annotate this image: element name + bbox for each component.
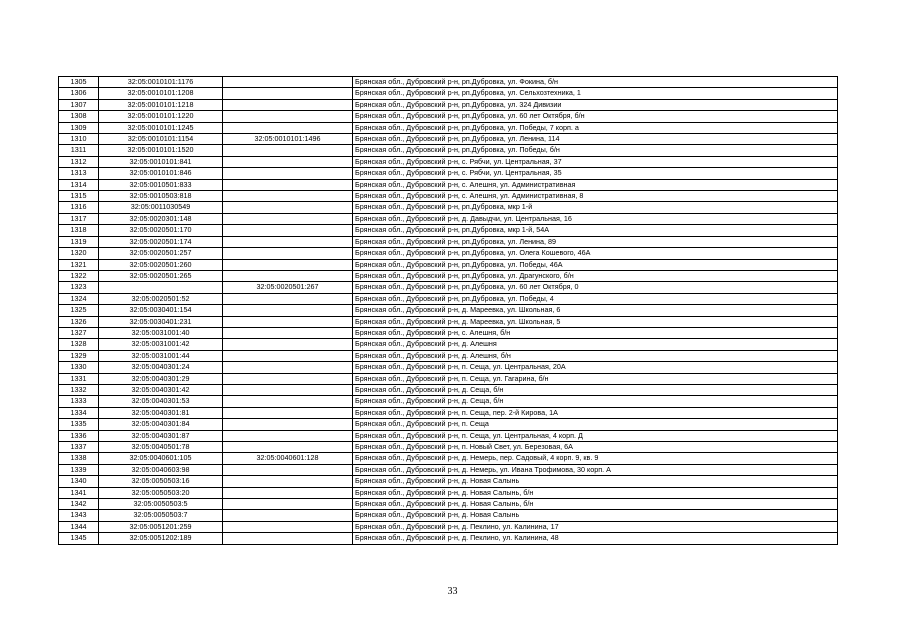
page-number: 33 [447, 586, 458, 597]
cadastral-number-2-cell [223, 305, 353, 316]
cadastral-number-cell: 32:05:0040501:78 [99, 442, 223, 453]
table-row [59, 270, 838, 281]
cadastral-number-cell: 32:05:0050503:16 [99, 476, 223, 487]
row-number-cell: 1314 [59, 179, 99, 190]
address-cell: Брянская обл., Дубровский р-н, с. Алешня, ул. Административная, 8 [353, 191, 838, 202]
row-number-cell: 1310 [59, 134, 99, 145]
cadastral-number-2-cell [223, 179, 353, 190]
table-row [59, 464, 838, 475]
cadastral-number-cell: 32:05:0040301:53 [99, 396, 223, 407]
address-cell: Брянская обл., Дубровский р-н, рп.Дубровка, ул. Победы, б/н [353, 145, 838, 156]
address-cell: Брянская обл., Дубровский р-н, п. Сеща, пер. 2-й Кирова, 1А [353, 407, 838, 418]
address-cell: Брянская обл., Дубровский р-н, д. Алешня, б/н [353, 350, 838, 361]
cadastral-number-cell: 32:05:0031001:44 [99, 350, 223, 361]
cadastral-number-2-cell [223, 202, 353, 213]
row-number-cell: 1329 [59, 350, 99, 361]
table-row [59, 202, 838, 213]
cadastral-number-2-cell [223, 111, 353, 122]
row-number-cell: 1323 [59, 282, 99, 293]
table-row [59, 88, 838, 99]
table-row [59, 77, 838, 88]
table-row [59, 396, 838, 407]
address-cell: Брянская обл., Дубровский р-н, рп.Дубровка, ул. Фокина, б/н [353, 77, 838, 88]
table-row [59, 179, 838, 190]
cadastral-number-cell: 32:05:0040301:84 [99, 419, 223, 430]
address-cell: Брянская обл., Дубровский р-н, рп.Дубровка, ул. 60 лет Октября, 0 [353, 282, 838, 293]
row-number-cell: 1318 [59, 225, 99, 236]
table-row [59, 430, 838, 441]
address-cell: Брянская обл., Дубровский р-н, д. Новая Салынь, б/н [353, 487, 838, 498]
row-number-cell: 1326 [59, 316, 99, 327]
address-cell: Брянская обл., Дубровский р-н, с. Алешня, ул. Административная [353, 179, 838, 190]
cadastral-number-cell: 32:05:0050503:7 [99, 510, 223, 521]
table-row [59, 156, 838, 167]
table-row [59, 282, 838, 293]
table-row [59, 373, 838, 384]
cadastral-number-cell: 32:05:0031001:42 [99, 339, 223, 350]
cadastral-number-cell: 32:05:0020501:265 [99, 270, 223, 281]
row-number-cell: 1334 [59, 407, 99, 418]
address-cell: Брянская обл., Дубровский р-н, рп.Дубровка, ул. Олега Кошевого, 46А [353, 248, 838, 259]
cadastral-number-cell: 32:05:0040301:24 [99, 362, 223, 373]
address-cell: Брянская обл., Дубровский р-н, д. Новая Салынь, б/н [353, 499, 838, 510]
row-number-cell: 1332 [59, 384, 99, 395]
row-number-cell: 1305 [59, 77, 99, 88]
cadastral-number-cell: 32:05:0030401:154 [99, 305, 223, 316]
property-table-body [59, 77, 838, 545]
cadastral-number-2-cell [223, 259, 353, 270]
address-cell: Брянская обл., Дубровский р-н, д. Сеща, б/н [353, 384, 838, 395]
address-cell: Брянская обл., Дубровский р-н, рп.Дубровка, ул. Ленина, 89 [353, 236, 838, 247]
table-row [59, 191, 838, 202]
table-row [59, 236, 838, 247]
address-cell: Брянская обл., Дубровский р-н, д. Мареевка, ул. Школьная, 5 [353, 316, 838, 327]
table-row [59, 419, 838, 430]
table-row [59, 293, 838, 304]
row-number-cell: 1313 [59, 168, 99, 179]
cadastral-number-cell [99, 282, 223, 293]
cadastral-number-cell: 32:05:0030401:231 [99, 316, 223, 327]
table-row [59, 248, 838, 259]
table-row [59, 225, 838, 236]
address-cell: Брянская обл., Дубровский р-н, с. Рябчи, ул. Центральная, 35 [353, 168, 838, 179]
table-row [59, 145, 838, 156]
cadastral-number-2-cell [223, 316, 353, 327]
address-cell: Брянская обл., Дубровский р-н, п. Сеща, ул. Гагарина, б/н [353, 373, 838, 384]
cadastral-number-cell: 32:05:0040603:98 [99, 464, 223, 475]
row-number-cell: 1321 [59, 259, 99, 270]
cadastral-number-2-cell [223, 270, 353, 281]
cadastral-number-2-cell [223, 407, 353, 418]
row-number-cell: 1325 [59, 305, 99, 316]
address-cell: Брянская обл., Дубровский р-н, д. Пеклино, ул. Калинина, 17 [353, 521, 838, 532]
cadastral-number-2-cell [223, 442, 353, 453]
address-cell: Брянская обл., Дубровский р-н, рп.Дубровка, ул. Победы, 46А [353, 259, 838, 270]
table-row [59, 499, 838, 510]
cadastral-number-cell: 32:05:0020501:52 [99, 293, 223, 304]
table-row [59, 533, 838, 544]
address-cell: Брянская обл., Дубровский р-н, д. Сеща, б/н [353, 396, 838, 407]
address-cell: Брянская обл., Дубровский р-н, д. Немерь, пер. Садовый, 4 корп. 9, кв. 9 [353, 453, 838, 464]
address-cell: Брянская обл., Дубровский р-н, рп.Дубровка, ул. Ленина, 114 [353, 134, 838, 145]
row-number-cell: 1338 [59, 453, 99, 464]
address-cell: Брянская обл., Дубровский р-н, рп.Дубровка, ул. 60 лет Октября, б/н [353, 111, 838, 122]
cadastral-number-2-cell [223, 145, 353, 156]
cadastral-number-2-cell [223, 350, 353, 361]
row-number-cell: 1330 [59, 362, 99, 373]
cadastral-number-2-cell [223, 487, 353, 498]
row-number-cell: 1345 [59, 533, 99, 544]
cadastral-number-cell: 32:05:0040301:29 [99, 373, 223, 384]
address-cell: Брянская обл., Дубровский р-н, рп.Дубровка, мкр 1-й [353, 202, 838, 213]
table-row [59, 510, 838, 521]
cadastral-number-cell: 32:05:0020501:174 [99, 236, 223, 247]
address-cell: Брянская обл., Дубровский р-н, д. Пеклино, ул. Калинина, 48 [353, 533, 838, 544]
address-cell: Брянская обл., Дубровский р-н, п. Новый Свет, ул. Березовая, 6А [353, 442, 838, 453]
cadastral-number-2-cell [223, 168, 353, 179]
address-cell: Брянская обл., Дубровский р-н, п. Сеща, ул. Центральная, 20А [353, 362, 838, 373]
row-number-cell: 1324 [59, 293, 99, 304]
address-cell: Брянская обл., Дубровский р-н, рп.Дубровка, ул. Драгунского, б/н [353, 270, 838, 281]
table-row [59, 350, 838, 361]
cadastral-number-2-cell: 32:05:0040601:128 [223, 453, 353, 464]
table-row [59, 259, 838, 270]
cadastral-number-cell: 32:05:0031001:40 [99, 327, 223, 338]
cadastral-number-2-cell [223, 339, 353, 350]
table-row [59, 99, 838, 110]
address-cell: Брянская обл., Дубровский р-н, д. Немерь, ул. Ивана Трофимова, 30 корп. А [353, 464, 838, 475]
cadastral-number-cell: 32:05:0040301:81 [99, 407, 223, 418]
row-number-cell: 1319 [59, 236, 99, 247]
cadastral-number-2-cell [223, 430, 353, 441]
table-row [59, 111, 838, 122]
row-number-cell: 1316 [59, 202, 99, 213]
cadastral-number-2-cell [223, 236, 353, 247]
row-number-cell: 1331 [59, 373, 99, 384]
row-number-cell: 1306 [59, 88, 99, 99]
address-cell: Брянская обл., Дубровский р-н, д. Новая Салынь [353, 510, 838, 521]
cadastral-number-cell: 32:05:0010101:841 [99, 156, 223, 167]
cadastral-number-2-cell [223, 77, 353, 88]
row-number-cell: 1336 [59, 430, 99, 441]
cadastral-number-2-cell [223, 533, 353, 544]
cadastral-number-2-cell [223, 99, 353, 110]
cadastral-number-cell: 32:05:0050503:20 [99, 487, 223, 498]
table-row [59, 168, 838, 179]
row-number-cell: 1337 [59, 442, 99, 453]
address-cell: Брянская обл., Дубровский р-н, д. Давыдчи, ул. Центральная, 16 [353, 213, 838, 224]
cadastral-number-2-cell [223, 464, 353, 475]
address-cell: Брянская обл., Дубровский р-н, рп.Дубровка, ул. Победы, 7 корп. а [353, 122, 838, 133]
cadastral-number-2-cell [223, 476, 353, 487]
cadastral-number-cell: 32:05:0040301:42 [99, 384, 223, 395]
cadastral-number-cell: 32:05:0020301:148 [99, 213, 223, 224]
cadastral-number-2-cell [223, 191, 353, 202]
table-row [59, 339, 838, 350]
table-row [59, 476, 838, 487]
row-number-cell: 1342 [59, 499, 99, 510]
cadastral-number-cell: 32:05:0020501:257 [99, 248, 223, 259]
row-number-cell: 1322 [59, 270, 99, 281]
address-cell: Брянская обл., Дубровский р-н, п. Сеща [353, 419, 838, 430]
cadastral-number-2-cell [223, 419, 353, 430]
cadastral-number-2-cell [223, 122, 353, 133]
row-number-cell: 1317 [59, 213, 99, 224]
table-row [59, 384, 838, 395]
table-row [59, 213, 838, 224]
table-row [59, 122, 838, 133]
cadastral-number-2-cell [223, 521, 353, 532]
table-row [59, 305, 838, 316]
cadastral-number-cell: 32:05:0011030549 [99, 202, 223, 213]
row-number-cell: 1327 [59, 327, 99, 338]
row-number-cell: 1307 [59, 99, 99, 110]
cadastral-number-2-cell [223, 225, 353, 236]
cadastral-number-2-cell [223, 384, 353, 395]
cadastral-number-2-cell: 32:05:0020501:267 [223, 282, 353, 293]
cadastral-number-2-cell: 32:05:0010101:1496 [223, 134, 353, 145]
row-number-cell: 1320 [59, 248, 99, 259]
row-number-cell: 1333 [59, 396, 99, 407]
cadastral-number-cell: 32:05:0010101:1245 [99, 122, 223, 133]
cadastral-number-cell: 32:05:0010503:818 [99, 191, 223, 202]
cadastral-number-2-cell [223, 499, 353, 510]
row-number-cell: 1341 [59, 487, 99, 498]
cadastral-number-cell: 32:05:0020501:170 [99, 225, 223, 236]
cadastral-number-2-cell [223, 293, 353, 304]
cadastral-number-cell: 32:05:0010101:1220 [99, 111, 223, 122]
address-cell: Брянская обл., Дубровский р-н, с. Алешня, б/н [353, 327, 838, 338]
cadastral-number-cell: 32:05:0010501:833 [99, 179, 223, 190]
cadastral-number-cell: 32:05:0050503:5 [99, 499, 223, 510]
table-row [59, 442, 838, 453]
row-number-cell: 1335 [59, 419, 99, 430]
property-table [58, 76, 838, 545]
cadastral-number-2-cell [223, 248, 353, 259]
cadastral-number-cell: 32:05:0010101:1154 [99, 134, 223, 145]
address-cell: Брянская обл., Дубровский р-н, д. Новая Салынь [353, 476, 838, 487]
cadastral-number-cell: 32:05:0020501:260 [99, 259, 223, 270]
table-row [59, 453, 838, 464]
row-number-cell: 1309 [59, 122, 99, 133]
row-number-cell: 1343 [59, 510, 99, 521]
row-number-cell: 1312 [59, 156, 99, 167]
table-row [59, 316, 838, 327]
cadastral-number-cell: 32:05:0010101:1176 [99, 77, 223, 88]
row-number-cell: 1311 [59, 145, 99, 156]
cadastral-number-cell: 32:05:0040301:87 [99, 430, 223, 441]
cadastral-number-2-cell [223, 88, 353, 99]
address-cell: Брянская обл., Дубровский р-н, д. Мареевка, ул. Школьная, 6 [353, 305, 838, 316]
table-row [59, 407, 838, 418]
cadastral-number-cell: 32:05:0010101:1218 [99, 99, 223, 110]
cadastral-number-cell: 32:05:0051202:189 [99, 533, 223, 544]
cadastral-number-2-cell [223, 213, 353, 224]
table-row [59, 362, 838, 373]
table-row [59, 521, 838, 532]
cadastral-number-cell: 32:05:0040601:105 [99, 453, 223, 464]
cadastral-number-cell: 32:05:0010101:846 [99, 168, 223, 179]
row-number-cell: 1340 [59, 476, 99, 487]
cadastral-number-cell: 32:05:0010101:1208 [99, 88, 223, 99]
address-cell: Брянская обл., Дубровский р-н, д. Алешня [353, 339, 838, 350]
address-cell: Брянская обл., Дубровский р-н, с. Рябчи, ул. Центральная, 37 [353, 156, 838, 167]
address-cell: Брянская обл., Дубровский р-н, рп.Дубровка, мкр 1-й, 54А [353, 225, 838, 236]
row-number-cell: 1328 [59, 339, 99, 350]
cadastral-number-2-cell [223, 327, 353, 338]
table-row [59, 134, 838, 145]
row-number-cell: 1344 [59, 521, 99, 532]
cadastral-number-2-cell [223, 156, 353, 167]
cadastral-number-cell: 32:05:0051201:259 [99, 521, 223, 532]
table-row [59, 487, 838, 498]
cadastral-number-2-cell [223, 362, 353, 373]
row-number-cell: 1315 [59, 191, 99, 202]
cadastral-number-2-cell [223, 373, 353, 384]
table-row [59, 327, 838, 338]
address-cell: Брянская обл., Дубровский р-н, рп.Дубровка, ул. Сельхозтехника, 1 [353, 88, 838, 99]
cadastral-number-2-cell [223, 510, 353, 521]
cadastral-number-cell: 32:05:0010101:1520 [99, 145, 223, 156]
row-number-cell: 1339 [59, 464, 99, 475]
address-cell: Брянская обл., Дубровский р-н, п. Сеща, ул. Центральная, 4 корп. Д [353, 430, 838, 441]
cadastral-number-2-cell [223, 396, 353, 407]
address-cell: Брянская обл., Дубровский р-н, рп.Дубровка, ул. 324 Дивизии [353, 99, 838, 110]
address-cell: Брянская обл., Дубровский р-н, рп.Дубровка, ул. Победы, 4 [353, 293, 838, 304]
row-number-cell: 1308 [59, 111, 99, 122]
